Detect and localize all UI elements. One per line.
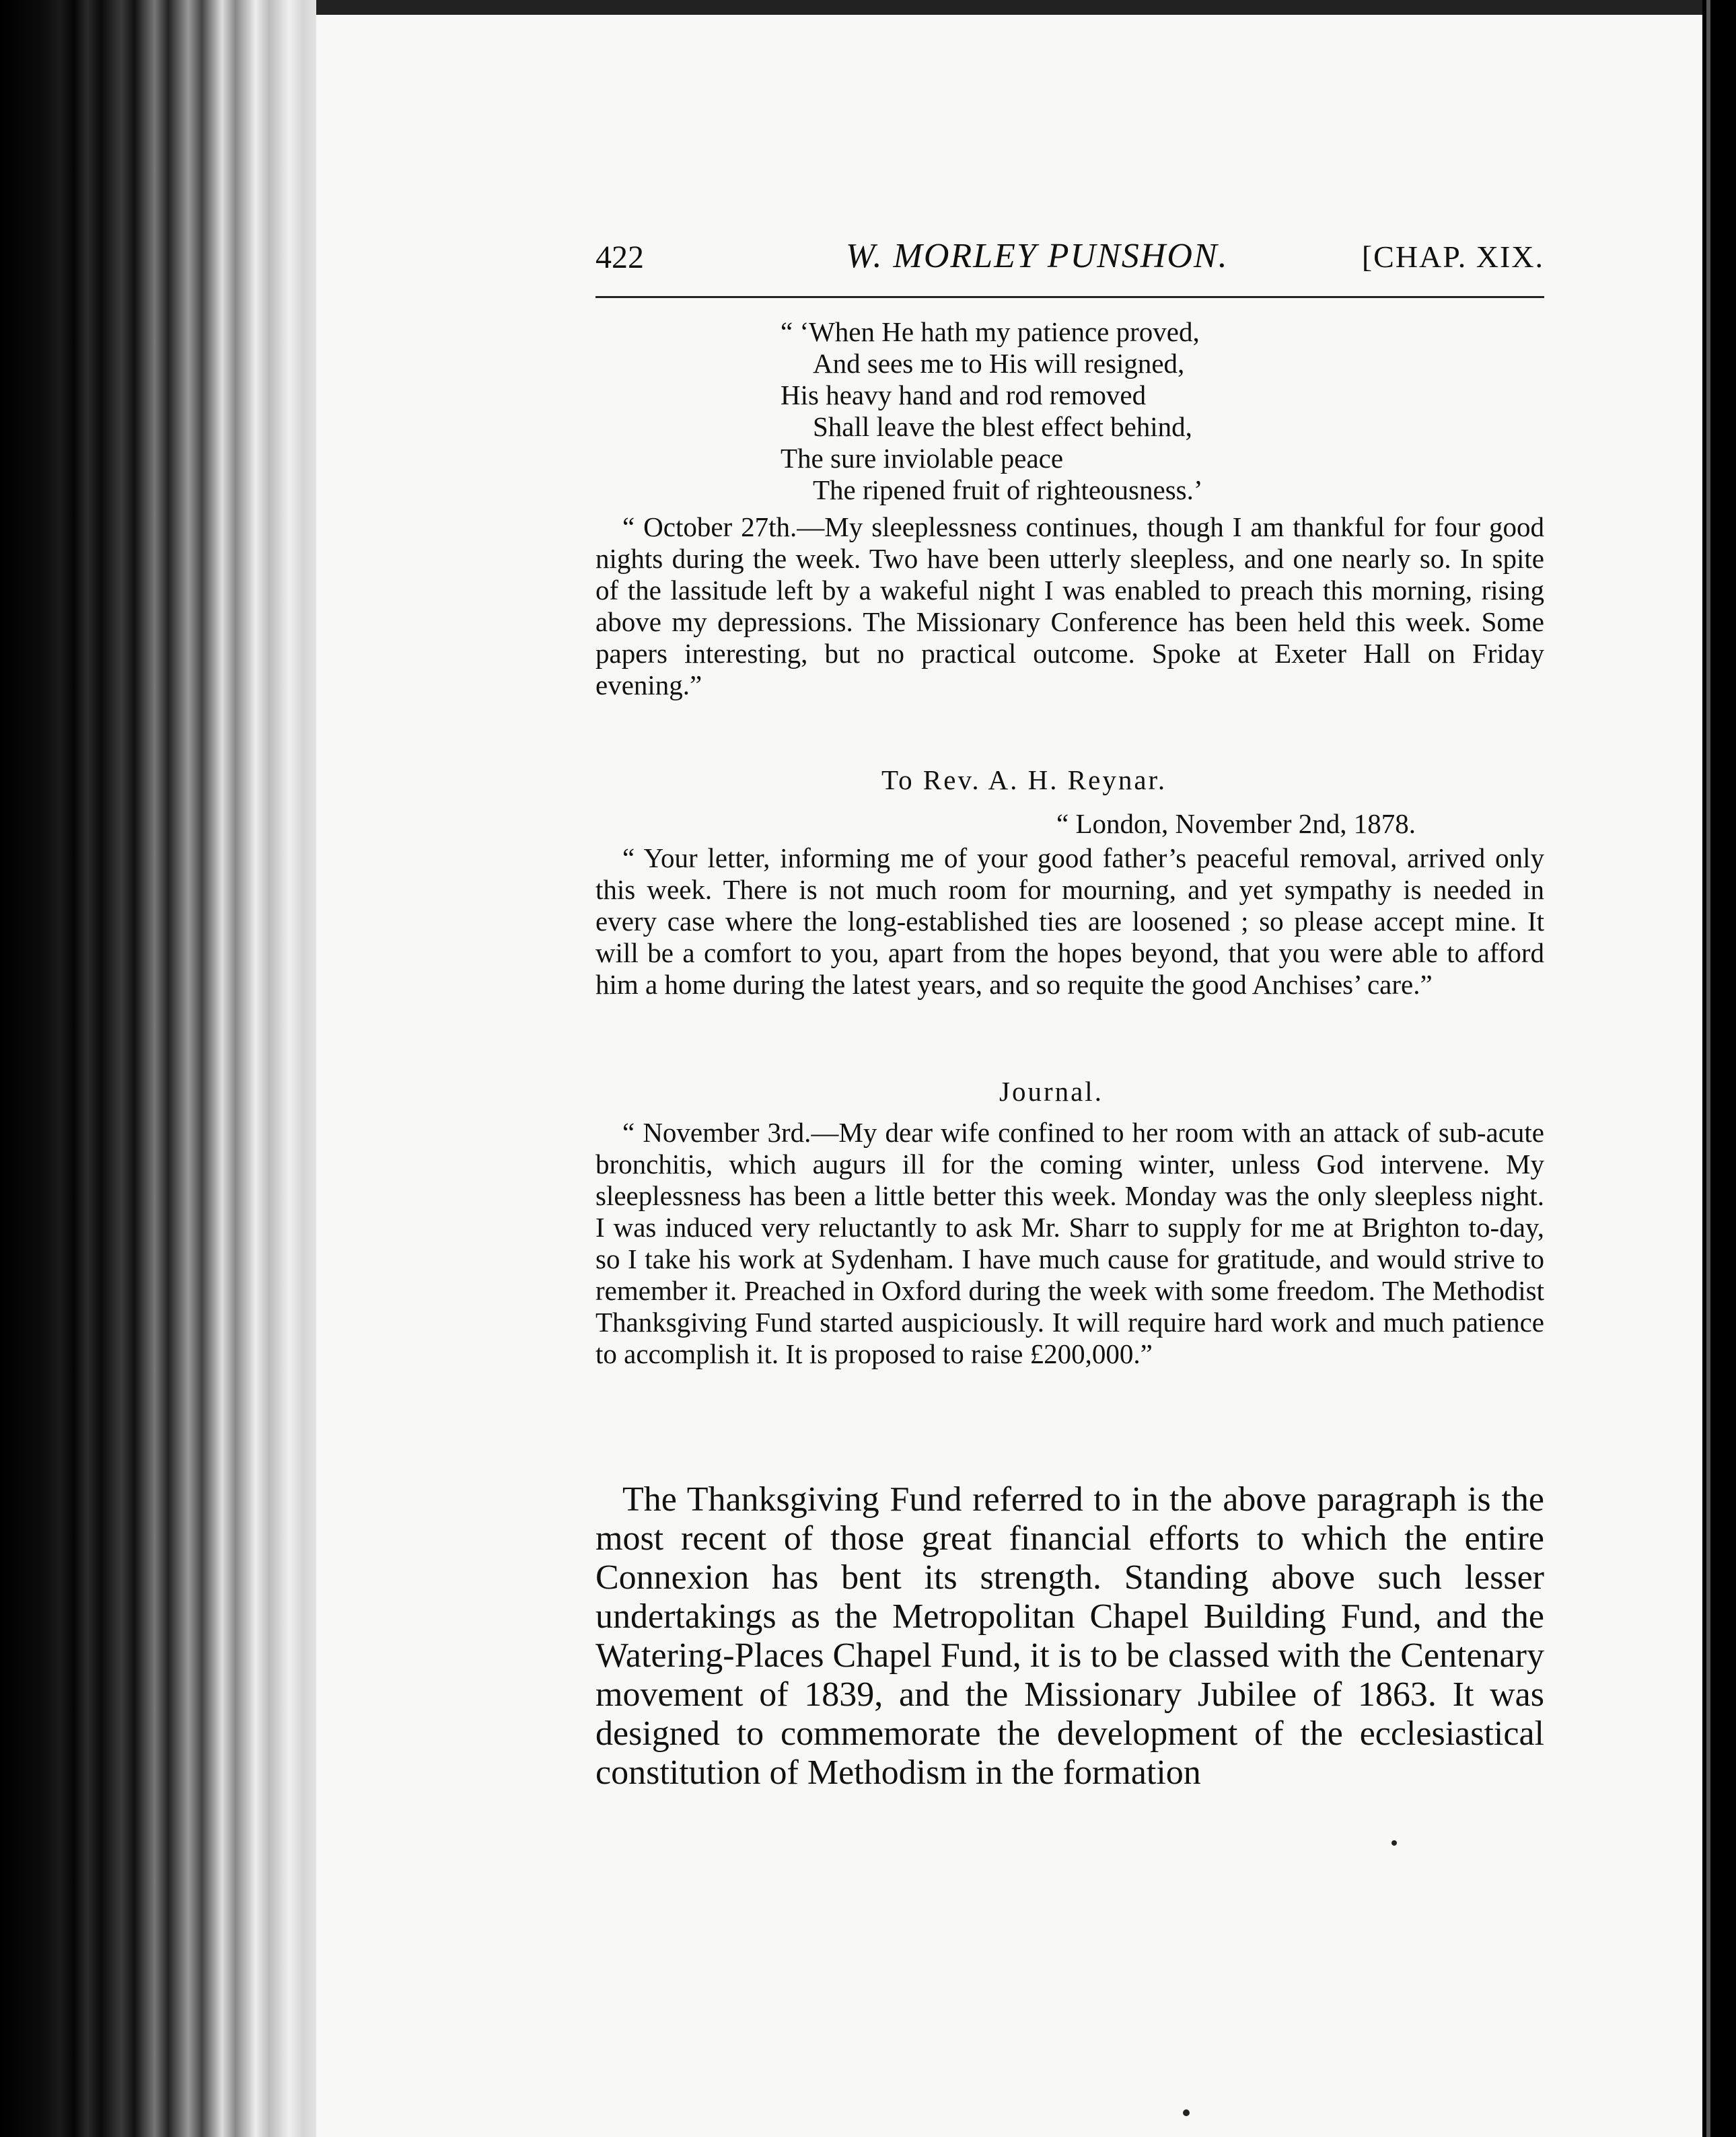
poem-stanza [781, 316, 1203, 506]
poem-line: His heavy hand and rod removed [781, 379, 1147, 410]
journal-november-text: “ November 3rd.—My dear wife confined to her room with an attack of sub-acute bronchitis, which augurs ill for the coming winter, unless God intervene. My sleeplessness has been a little better this week. Monday was the only sleepless night. I was induced very reluctantly to ask Mr. Sharr to supply for me at Brighton to-day, so I take his work at Sydenham. I have much cause for gratitude, and would strive to remember it. Preached in Oxford during the week with some freedom. The Methodist Thanksgiving Fund started auspiciously. It will require hard work and much patience to accomplish it. It is proposed to raise £200,000.” [595, 1117, 1544, 1369]
poem-line: “ ‘When He hath my patience proved, [781, 316, 1200, 347]
page-number: 422 [595, 240, 644, 275]
journal-heading: Journal. [999, 1076, 1104, 1107]
chapter-label: [CHAP. XIX. [1361, 240, 1544, 274]
poem-line: The sure inviolable peace [781, 443, 1064, 474]
page-speck [1391, 1840, 1397, 1846]
right-page-edge [1702, 0, 1736, 2137]
poem-line: The ripened fruit of righteousness.’ [813, 474, 1203, 505]
letter-text: “ Your letter, informing me of your good father’s peaceful removal, arrived only this week. There is not much room for mourning, and yet sympathy is needed in every case where the long-established ties are loosened ; so please accept mine. It will be a comfort to you, apart from the hopes beyond, that you were able to afford him a home during the latest years, and so requite the good Anchises’ care.” [595, 842, 1544, 1000]
header-rule [595, 296, 1544, 298]
poem-line: Shall leave the blest effect behind, [813, 411, 1192, 442]
letter-heading: To Rev. A. H. Reynar. [881, 764, 1167, 795]
letter-dateline: “ London, November 2nd, 1878. [1056, 808, 1416, 839]
journal-october-text: “ October 27th.—My sleeplessness continues, though I am thankful for four good nights during the week. Two have been utterly sleepless, and one nearly so. In spite of the lassitude left by a wakeful night I was enabled to preach this morning, rising above my depressions. The Missionary Conference has been held this week. Some papers interesting, but no practical outcome. Spoke at Exeter Hall on Friday evening.” [595, 511, 1544, 700]
running-title: W. MORLEY PUNSHON. [846, 237, 1229, 275]
journal-november-entry [595, 1117, 1544, 1370]
page-speck [1183, 2109, 1190, 2116]
narrative-paragraph [595, 1480, 1544, 1792]
letter-body [595, 842, 1544, 1001]
narrative-text: The Thanksgiving Fund referred to in the above paragraph is the most recent of those great financial efforts to which the entire Connexion has bent its strength. Standing above such lesser undertakings as the Metropolitan Chapel Building Fund, and the Watering-Places Chapel Fund, it is to be classed with the Centenary movement of 1839, and the Missionary Jubilee of 1863. It was designed to commemorate the development of the ecclesiastical constitution of Methodism in the formation [595, 1480, 1544, 1792]
top-edge [316, 0, 1702, 15]
poem-line: And sees me to His will resigned, [813, 348, 1185, 379]
running-header [595, 239, 1544, 299]
book-binding-edge [0, 0, 336, 2137]
journal-october-entry [595, 511, 1544, 701]
